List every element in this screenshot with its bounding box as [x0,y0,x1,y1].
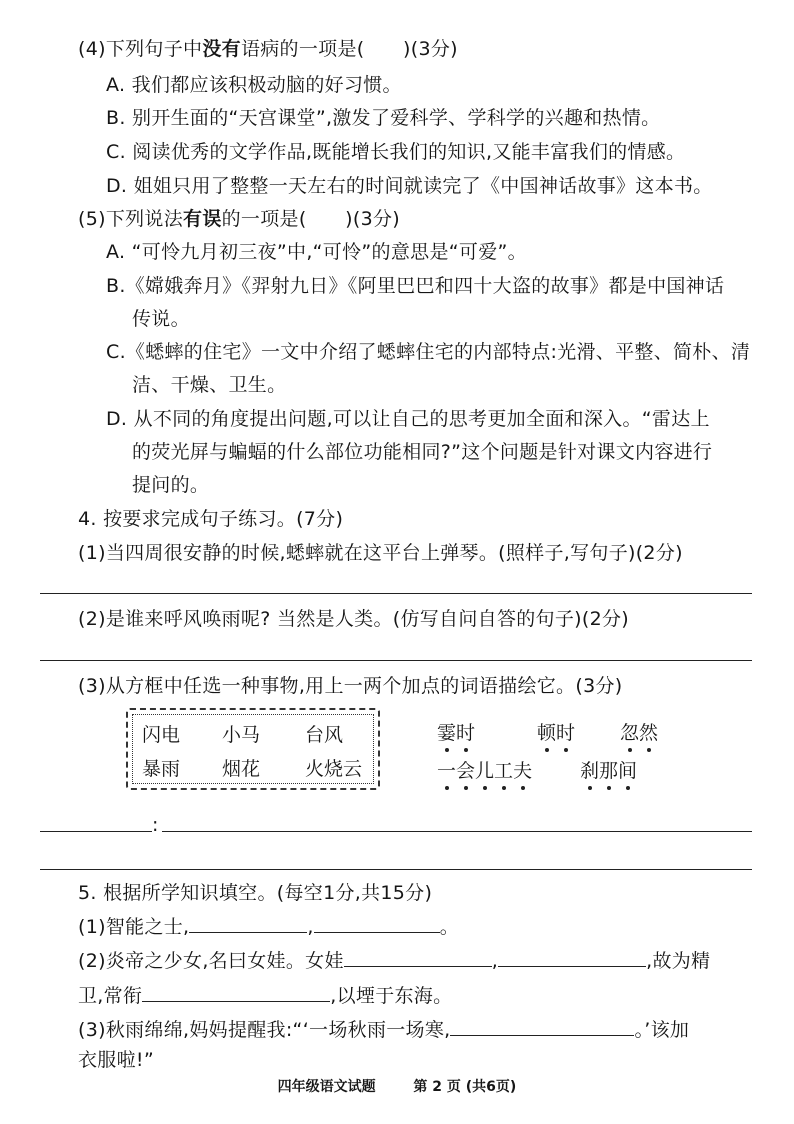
q4-title: 4. 按要求完成句子练习。(7分) [78,508,344,530]
q4-part1-answer-line[interactable] [40,593,752,594]
q3-4-option-b[interactable]: B. 别开生面的“天宫课堂”,激发了爱科学、学科学的兴趣和热情。 [106,107,661,129]
footer-subject: 四年级语文试题 [277,1079,376,1095]
emphasis-char: 顿 [537,722,557,744]
q5-part2-text: (2)炎帝之少女,名曰女娃。女娃 [78,950,344,972]
q3-4-stem-emphasis: 没有 [202,38,241,60]
q3-4-option-a[interactable]: A. 我们都应该积极动脑的好习惯。 [106,74,402,96]
q5-blank-2[interactable] [314,914,440,933]
emphasis-char: 霎 [437,722,457,744]
q4-part2-prompt: (2)是谁来呼风唤雨呢? 当然是人类。(仿写自问自答的句子)(2分) [78,608,629,630]
emphasis-char: 一 [437,760,457,782]
q4-part1-prompt: (1)当四周很安静的时候,蟋蟀就在这平台上弹琴。(照样子,写句子)(2分) [78,542,683,564]
q5-part3-text: (3)秋雨绵绵,妈妈提醒我:“‘一场秋雨一场寒, [78,1019,451,1041]
q5-part2-text-3: 卫,常衔 [78,985,143,1007]
q5-blank-4[interactable] [498,948,646,967]
q3-4-option-c[interactable]: C. 阅读优秀的文学作品,既能增长我们的知识,又能丰富我们的情感。 [106,141,686,163]
q4-part3-answer-line[interactable] [162,831,752,832]
q5-title: 5. 根据所学知识填空。(每空1分,共15分) [78,882,433,904]
q5-part3-line1 [78,1017,689,1043]
q5-part2-text-2: ,故为精 [646,950,711,972]
box-word-sunset-clouds: 火烧云 [305,758,363,780]
box-word-rainstorm: 暴雨 [142,758,181,780]
q5-part3-line2: 衣服啦!” [78,1049,154,1071]
q5-part1 [78,914,459,940]
dotted-word-shashi [437,721,475,745]
emphasis-char: 儿 [475,760,495,782]
q3-5-option-d-line3: 提问的。 [132,474,210,496]
q4-part2-answer-line[interactable] [40,660,752,661]
footer-page-number: 第 2 页 (共6页) [413,1079,517,1095]
q3-5-option-c-line1[interactable]: C.《蟋蟀的住宅》一文中介绍了蟋蟀住宅的内部特点:光滑、平整、简朴、清 [106,341,751,363]
q3-5-option-a[interactable]: A. “可怜九月初三夜”中,“可怜”的意思是“可爱”。 [106,241,527,263]
emphasis-char: 那 [599,760,619,782]
emphasis-char: 工 [494,760,514,782]
q5-part2-text-4: ,以堙于东海。 [330,985,453,1007]
page-footer [0,1076,794,1096]
dotted-word-dunshi [537,721,575,745]
q5-part1-text: (1)智能之士, [78,916,190,938]
q5-part1-comma: , [307,916,314,938]
box-word-typhoon: 台风 [305,724,344,746]
q4-part3-answer-line-2[interactable] [40,869,752,870]
q3-4-stem-part1: (4)下列句子中 [78,38,203,60]
q5-part2-line2 [78,983,452,1009]
q3-5-stem-part2: 的一项是( )(3分) [221,208,400,230]
q3-4-option-d[interactable]: D. 姐姐只用了整整一天左右的时间就读完了《中国神话故事》这本书。 [106,175,713,197]
q4-part3-prompt: (3)从方框中任选一种事物,用上一两个加点的词语描绘它。(3分) [78,675,623,697]
q5-blank-6[interactable] [450,1017,634,1036]
dotted-word-yihuier [437,759,532,783]
q3-5-option-c-line2: 洁、干燥、卫生。 [132,374,287,396]
box-word-pony: 小马 [222,724,261,746]
emphasis-char: 刹 [580,760,600,782]
q3-5-option-d-line1[interactable]: D. 从不同的角度提出问题,可以让自己的思考更加全面和深入。“雷达上 [106,408,710,430]
q3-4-stem [78,36,458,62]
emphasis-char: 忽 [620,722,640,744]
emphasis-char: 夫 [513,760,533,782]
q3-5-stem [78,206,400,232]
emphasis-char: 会 [456,760,476,782]
q5-blank-3[interactable] [344,948,492,967]
emphasis-char: 然 [639,722,659,744]
q5-blank-5[interactable] [142,983,330,1002]
q4-part3-object-line[interactable] [40,831,152,832]
q3-5-option-b-line2: 传说。 [132,308,190,330]
emphasis-char: 间 [618,760,638,782]
q5-part2-line1 [78,948,710,974]
q4-part3-colon: : [152,814,159,836]
q5-blank-1[interactable] [189,914,307,933]
emphasis-char: 时 [556,722,576,744]
dotted-word-huran [620,721,658,745]
box-word-fireworks: 烟花 [222,758,261,780]
box-word-lightning: 闪电 [142,724,181,746]
q3-5-stem-part1: (5)下列说法 [78,208,184,230]
q3-5-option-b-line1[interactable]: B.《嫦娥奔月》《羿射九日》《阿里巴巴和四十大盗的故事》都是中国神话 [106,275,725,297]
q5-part2-comma: , [491,950,499,972]
q3-4-stem-part2: 语病的一项是( )(3分) [240,38,458,60]
q3-5-stem-emphasis: 有误 [183,208,222,230]
q5-part3-text-2: 。’该加 [634,1019,690,1041]
q5-part1-period: 。 [439,916,460,938]
q3-5-option-d-line2: 的荧光屏与蝙蝠的什么部位功能相同?”这个问题是针对课文内容进行 [132,441,713,463]
dotted-word-chanajian [580,759,637,783]
emphasis-char: 时 [456,722,476,744]
